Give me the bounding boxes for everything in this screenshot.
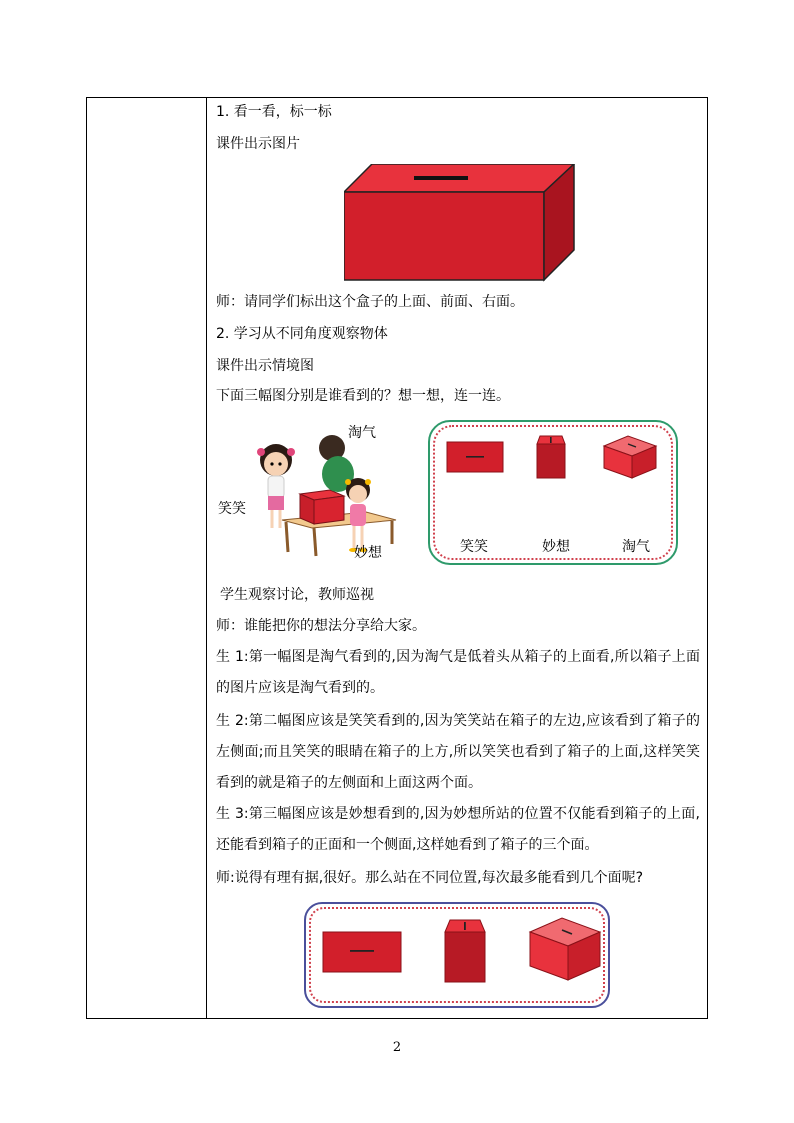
page-number: 2 [392, 1040, 402, 1055]
table-column-divider [206, 97, 207, 1019]
choice-label-3: 淘气 [622, 539, 650, 555]
label-xiaoxiao: 笑笑 [218, 501, 246, 517]
view-three-faces-image [602, 434, 658, 480]
choice-label-1: 笑笑 [460, 539, 488, 555]
item1-heading: 1. 看一看，标一标 [216, 104, 332, 120]
box-view-side-image [444, 918, 486, 984]
item2-heading: 2. 学习从不同角度观察物体 [216, 326, 388, 342]
box-view-three-faces-image [528, 916, 602, 982]
student-discussion-note: 学生观察讨论，教师巡视 [220, 587, 374, 603]
item2-caption: 课件出示情境图 [216, 358, 314, 374]
teacher-question-3: 师:说得有理有据,很好。那么站在不同位置,每次最多能看到几个面呢? [216, 870, 644, 886]
label-miaoxiang: 妙想 [354, 545, 382, 561]
student-answer-2: 生 2:第二幅图应该是笑笑看到的,因为笑笑站在箱子的左边,应该看到了箱子的左侧面;而且笑笑的眼睛在箱子的上方,所以笑笑也看到了箱子的上面,这样笑笑看到的就是箱子的左侧面和上面这两个面。 [216, 713, 700, 791]
box-views-panel [304, 902, 610, 1008]
children-scene-illustration [246, 424, 416, 574]
label-taoqi: 淘气 [348, 425, 376, 441]
views-choice-panel [428, 420, 678, 565]
student-answer-1: 生 1:第一幅图是淘气看到的,因为淘气是低着头从箱子的上面看,所以箱子上面的图片应该是淘气看到的。 [216, 649, 700, 696]
box-view-top-image [322, 930, 402, 974]
student-answer-3: 生 3:第三幅图应该是妙想看到的,因为妙想所站的位置不仅能看到箱子的上面,还能看到箱子的正面和一个侧面,这样她看到了箱子的三个面。 [216, 806, 700, 853]
item1-caption: 课件出示图片 [216, 136, 300, 152]
teacher-question-2: 师：谁能把你的想法分享给大家。 [216, 618, 426, 634]
question-text: 下面三幅图分别是谁看到的？想一想，连一连。 [216, 388, 510, 404]
view-side-top-image [536, 434, 566, 480]
red-box-image [344, 164, 576, 282]
teacher-question-1: 师：请同学们标出这个盒子的上面、前面、右面。 [216, 294, 524, 310]
choice-label-2: 妙想 [542, 539, 570, 555]
view-top-image [446, 440, 504, 474]
